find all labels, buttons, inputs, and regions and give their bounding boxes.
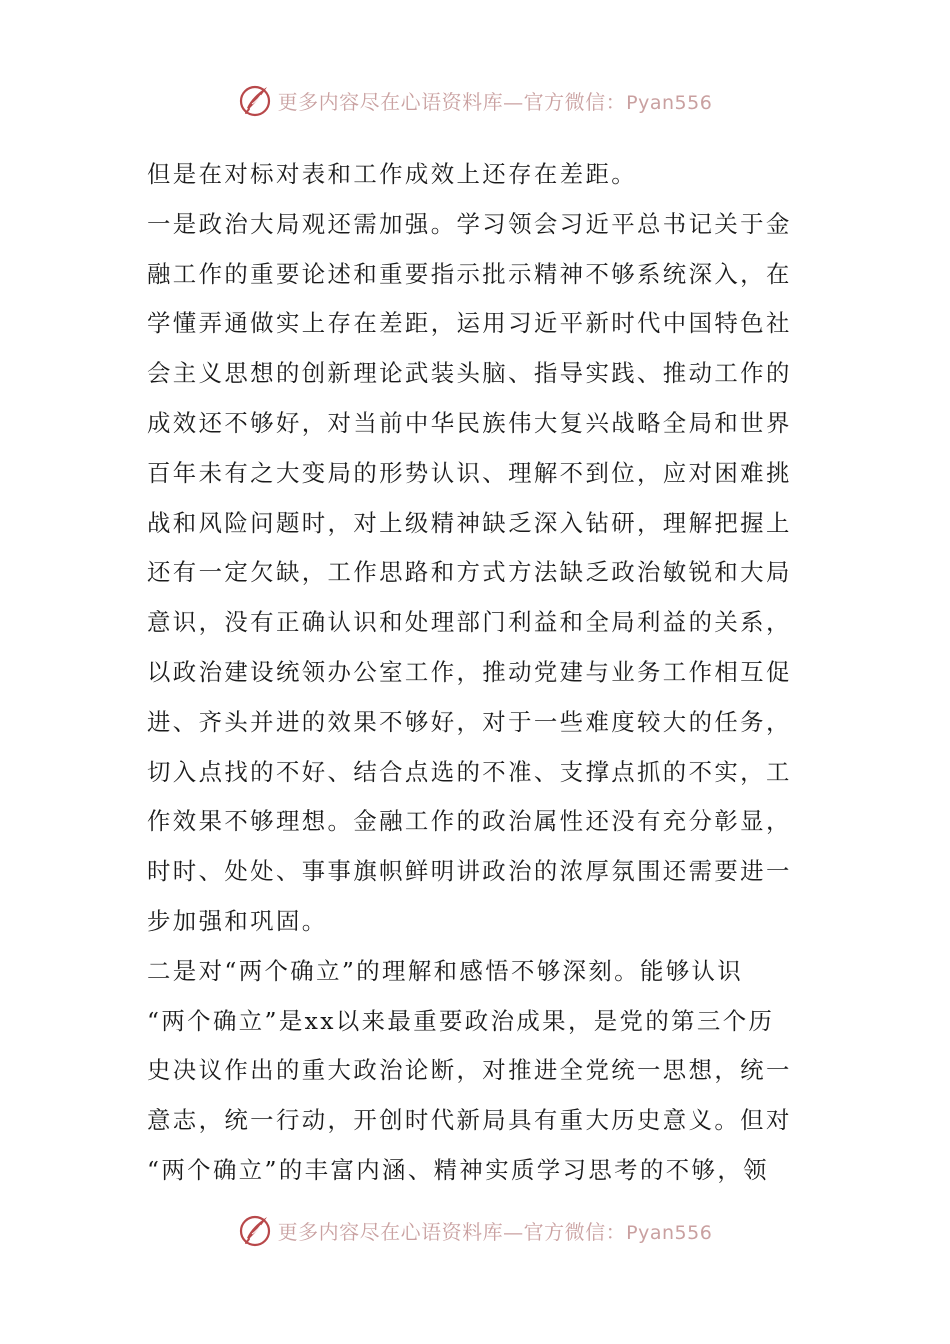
footer-watermark-id: Pyan556: [626, 1221, 713, 1244]
text-line: “两个确立”是xx以来最重要政治成果，是党的第三个历: [147, 1006, 775, 1035]
text-line: 意识，没有正确认识和处理部门利益和全局利益的关系，: [147, 608, 792, 637]
header-watermark-id: Pyan556: [626, 91, 713, 114]
footer-watermark-text: 更多内容尽在心语资料库—官方微信：: [277, 1219, 627, 1244]
header-watermark-text: 更多内容尽在心语资料库—官方微信：: [277, 89, 627, 114]
text-line: 学懂弄通做实上存在差距，运用习近平新时代中国特色社: [147, 309, 792, 338]
text-line: 成效还不够好，对当前中华民族伟大复兴战略全局和世界: [147, 408, 792, 437]
text-line: 融工作的重要论述和重要指示批示精神不够系统深入，在: [147, 259, 792, 288]
text-line: 步加强和巩固。: [147, 906, 328, 935]
text-line: 百年未有之大变局的形势认识、理解不到位，应对困难挑: [147, 458, 792, 487]
header-watermark: [0, 80, 950, 120]
text-line: 史决议作出的重大政治论断，对推进全党统一思想，统一: [147, 1056, 792, 1085]
text-line: 一是政治大局观还需加强。学习领会习近平总书记关于金: [147, 209, 792, 238]
text-line: 切入点找的不好、结合点选的不准、支撑点抓的不实，工: [147, 757, 792, 786]
document-body: [147, 150, 807, 1196]
text-line: 但是在对标对表和工作成效上还存在差距。: [147, 160, 638, 188]
quill-logo-icon: [238, 83, 272, 117]
text-line: 会主义思想的创新理论武装头脑、指导实践、推动工作的: [147, 359, 792, 388]
text-line: 还有一定欠缺，工作思路和方式方法缺乏政治敏锐和大局: [147, 558, 792, 587]
text-line: “两个确立”的丰富内涵、精神实质学习思考的不够，领: [147, 1155, 769, 1184]
text-line: 进、齐头并进的效果不够好，对于一些难度较大的任务，: [147, 707, 792, 736]
quill-logo-icon: [238, 1213, 272, 1247]
text-line: 以政治建设统领办公室工作，推动党建与业务工作相互促: [147, 657, 792, 686]
text-line: 作效果不够理想。金融工作的政治属性还没有充分彰显，: [147, 807, 792, 836]
text-line: 战和风险问题时，对上级精神缺乏深入钻研，理解把握上: [147, 508, 792, 537]
text-line: 时时、处处、事事旗帜鲜明讲政治的浓厚氛围还需要进一: [147, 857, 792, 886]
text-line: 二是对“两个确立”的理解和感悟不够深刻。能够认识: [147, 956, 744, 985]
footer-watermark: [0, 1210, 950, 1250]
text-line: 意志，统一行动，开创时代新局具有重大历史意义。但对: [147, 1106, 792, 1135]
